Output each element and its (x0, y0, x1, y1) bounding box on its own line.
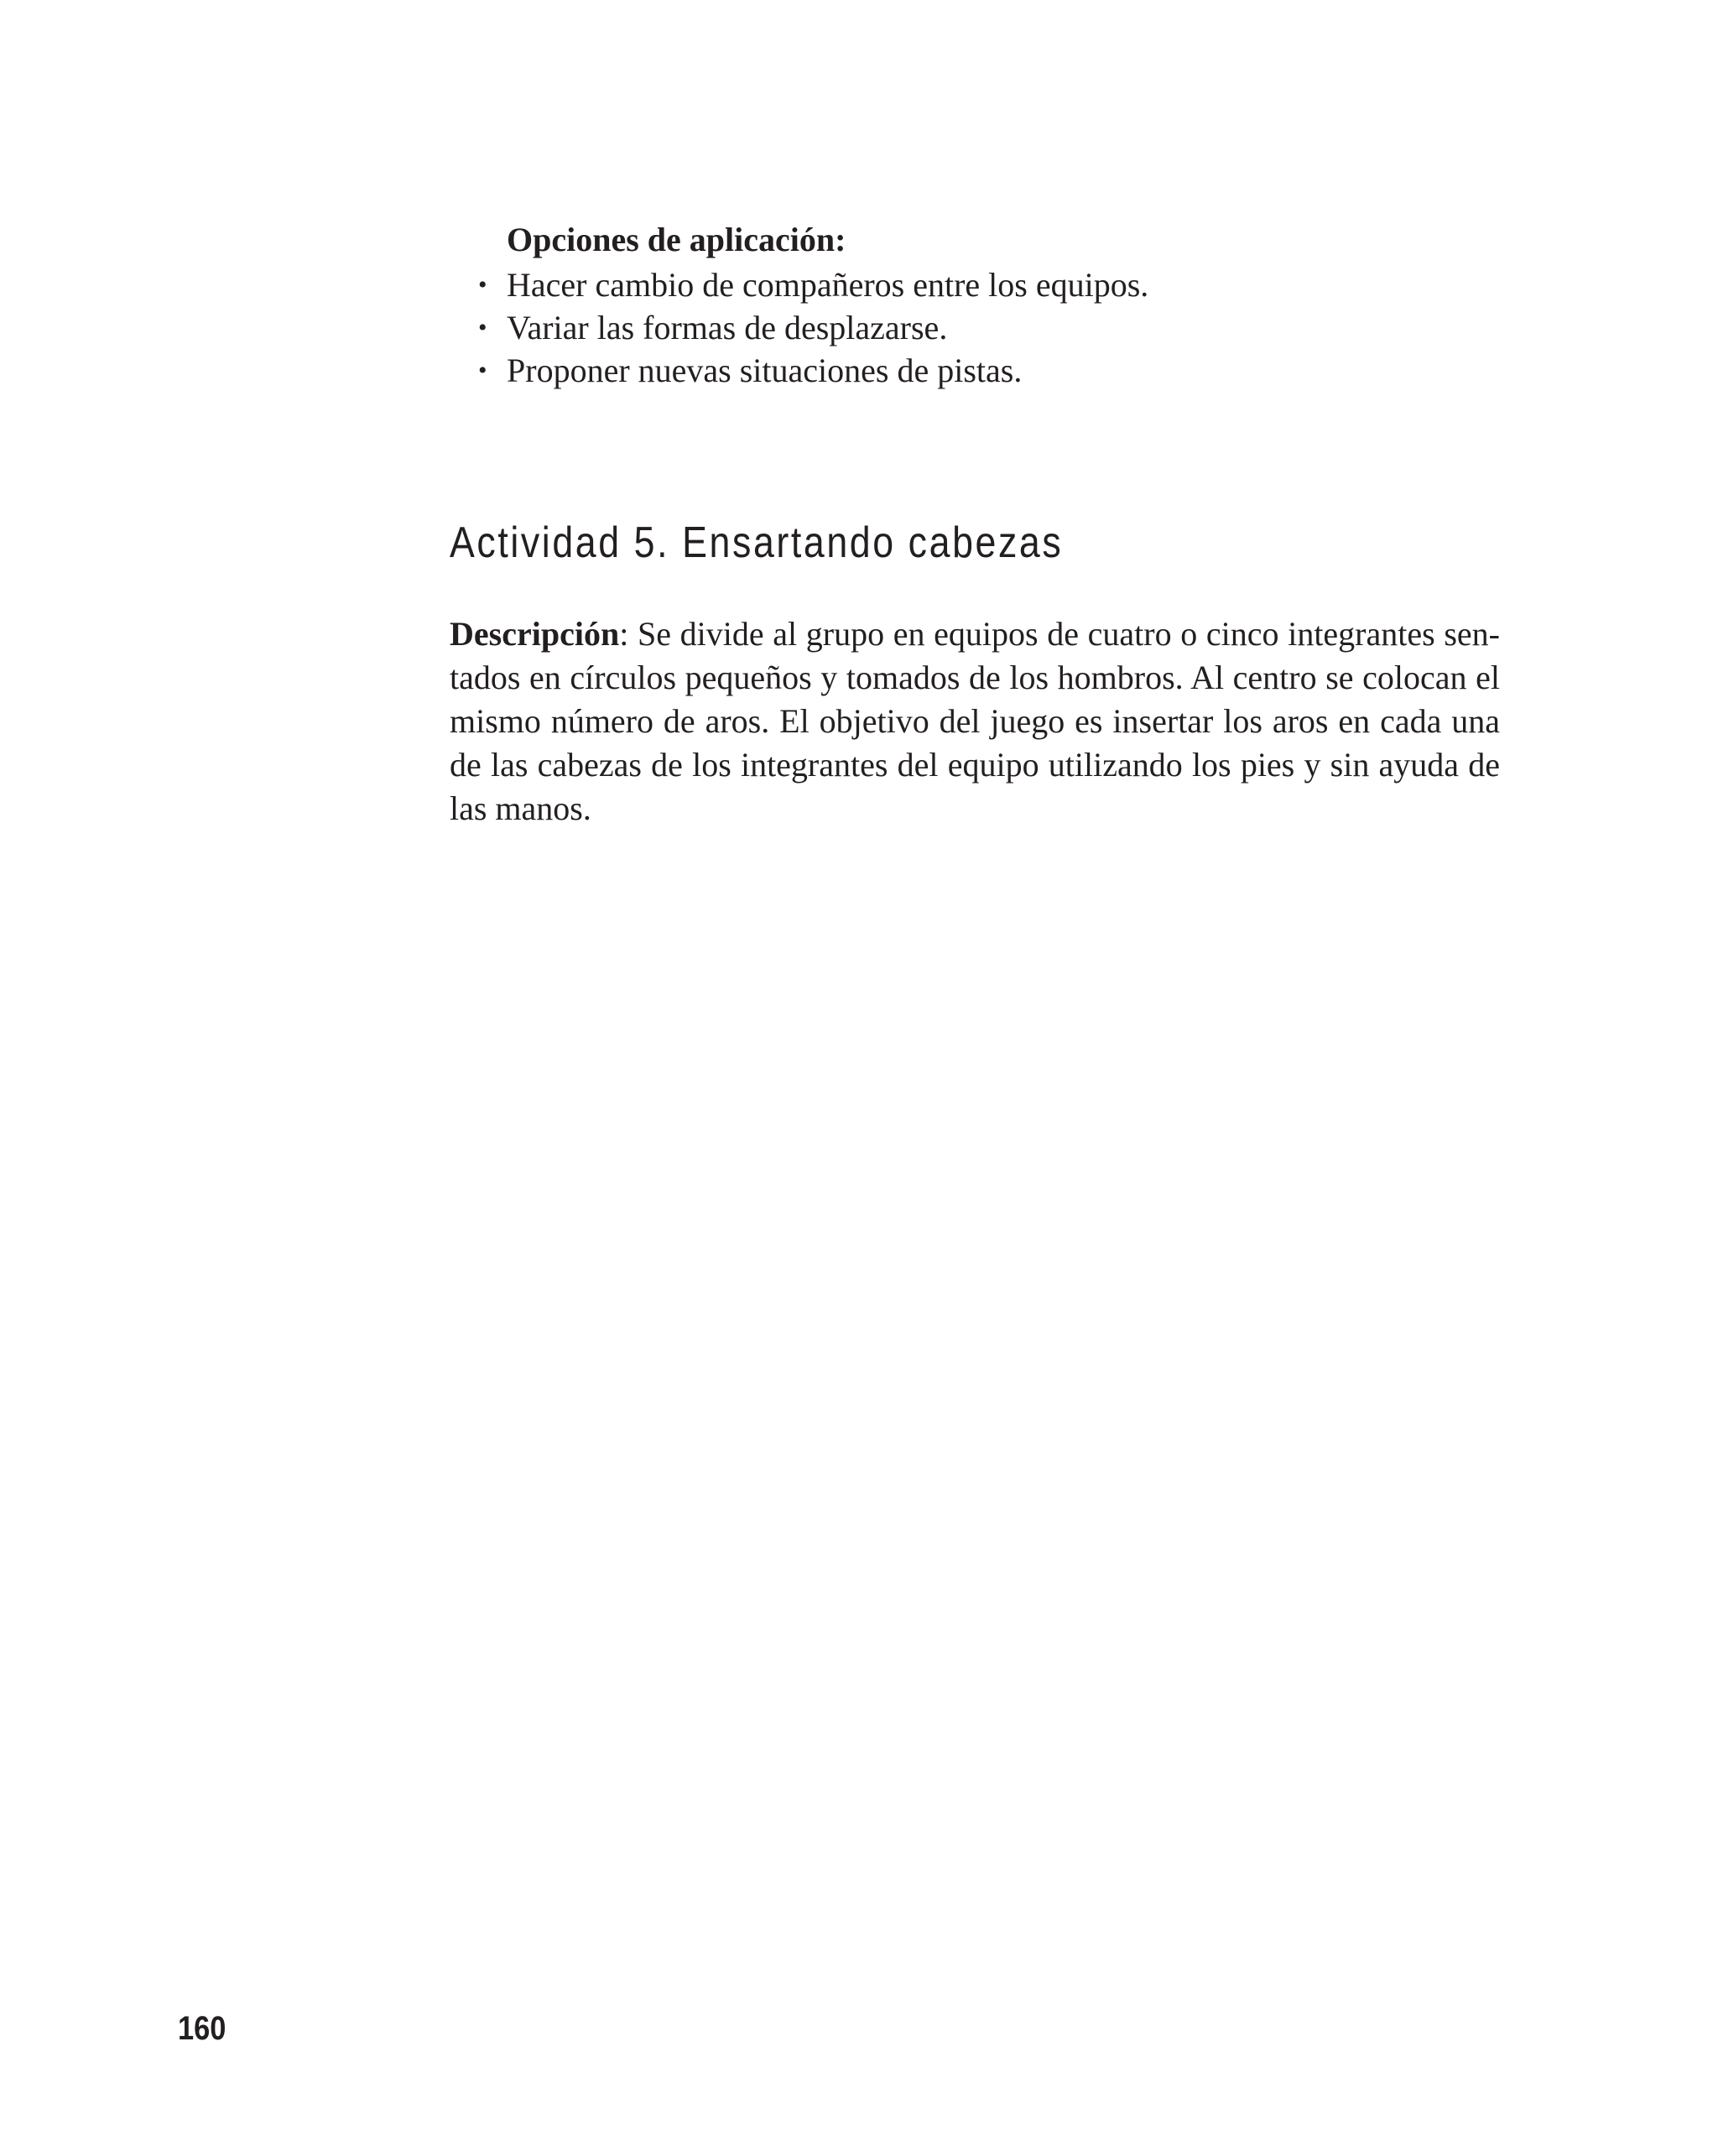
options-list (475, 263, 1481, 392)
list-item (475, 349, 1481, 392)
activity-description (450, 612, 1500, 831)
bullet-icon: • (478, 271, 487, 299)
bullet-icon: • (478, 357, 487, 384)
list-item-text: Hacer cambio de compañeros entre los equipos. (507, 266, 1149, 304)
application-options (475, 216, 1481, 392)
list-item (475, 263, 1481, 306)
description-label: Descripción (450, 615, 620, 653)
description-text: : Se divide al grupo en equipos de cuatro o cinco integrantes sentados en círculos pequeños y tomados de los hombros. Al centro se colocan el mismo número de aros. El objetivo del juego es insertar los aros en cada una de las cabezas de los integrantes del equipo utilizando los pies y sin ayuda de las manos. (450, 615, 1500, 827)
options-heading: Opciones de aplicación: (507, 221, 846, 258)
activity-title: Actividad 5. Ensartando cabezas (450, 518, 1064, 567)
bullet-icon: • (478, 314, 487, 341)
list-item-text: Variar las formas de desplazarse. (507, 309, 948, 346)
list-item-text: Proponer nuevas situaciones de pistas. (507, 352, 1023, 389)
page-number: 160 (178, 2010, 226, 2047)
list-item (475, 306, 1481, 349)
